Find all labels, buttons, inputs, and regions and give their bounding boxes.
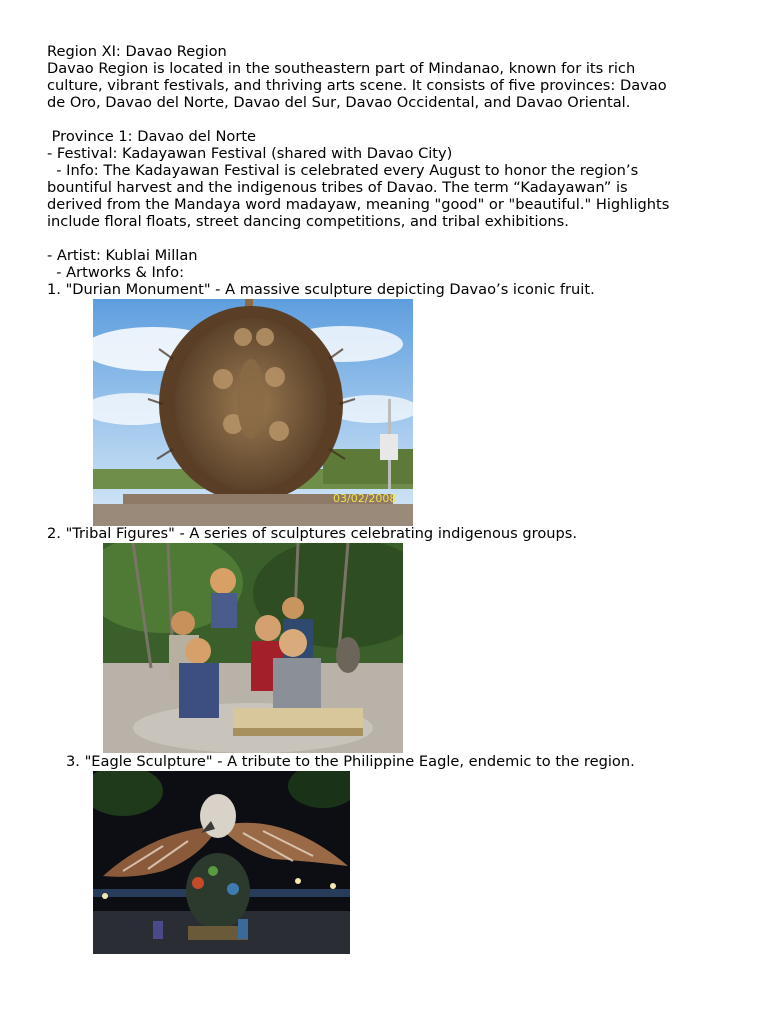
document-body [47, 43, 727, 298]
eagle-sculpture-photo [93, 771, 350, 954]
artwork-caption-1: 1. "Durian Monument" - A massive sculpture depicting Davao’s iconic fruit. [47, 281, 595, 298]
spacer [47, 111, 727, 128]
artworks-line: - Artworks & Info: [47, 264, 185, 281]
info-line-4: include floral floats, street dancing competitions, and tribal exhibitions. [47, 213, 569, 230]
info-line-1: - Info: The Kadayawan Festival is celebrated every August to honor the region’s [47, 162, 639, 179]
durian-monument-photo [93, 299, 413, 526]
info-line-3: derived from the Mandaya word madayaw, meaning "good" or "beautiful." Highlights [47, 196, 670, 213]
artist-line: - Artist: Kublai Millan [47, 247, 198, 264]
intro-line-1: Davao Region is located in the southeastern part of Mindanao, known for its rich [47, 60, 636, 77]
tribal-figures-photo [103, 543, 403, 753]
region-title: Region XI: Davao Region [47, 43, 227, 60]
artwork-caption-3: 3. "Eagle Sculpture" - A tribute to the Philippine Eagle, endemic to the region. [66, 753, 635, 770]
info-line-2: bountiful harvest and the indigenous tribes of Davao. The term “Kadayawan” is [47, 179, 628, 196]
artwork-caption-2: 2. "Tribal Figures" - A series of sculptures celebrating indigenous groups. [47, 525, 577, 542]
spacer [47, 230, 727, 247]
intro-line-3: de Oro, Davao del Norte, Davao del Sur, Davao Occidental, and Davao Oriental. [47, 94, 631, 111]
province-heading: Province 1: Davao del Norte [47, 128, 257, 145]
festival-line: - Festival: Kadayawan Festival (shared with Davao City) [47, 145, 453, 162]
photo-date-stamp: 03/02/2008 [333, 492, 397, 505]
intro-line-2: culture, vibrant festivals, and thriving arts scene. It consists of five provinces: Davao [47, 77, 667, 94]
